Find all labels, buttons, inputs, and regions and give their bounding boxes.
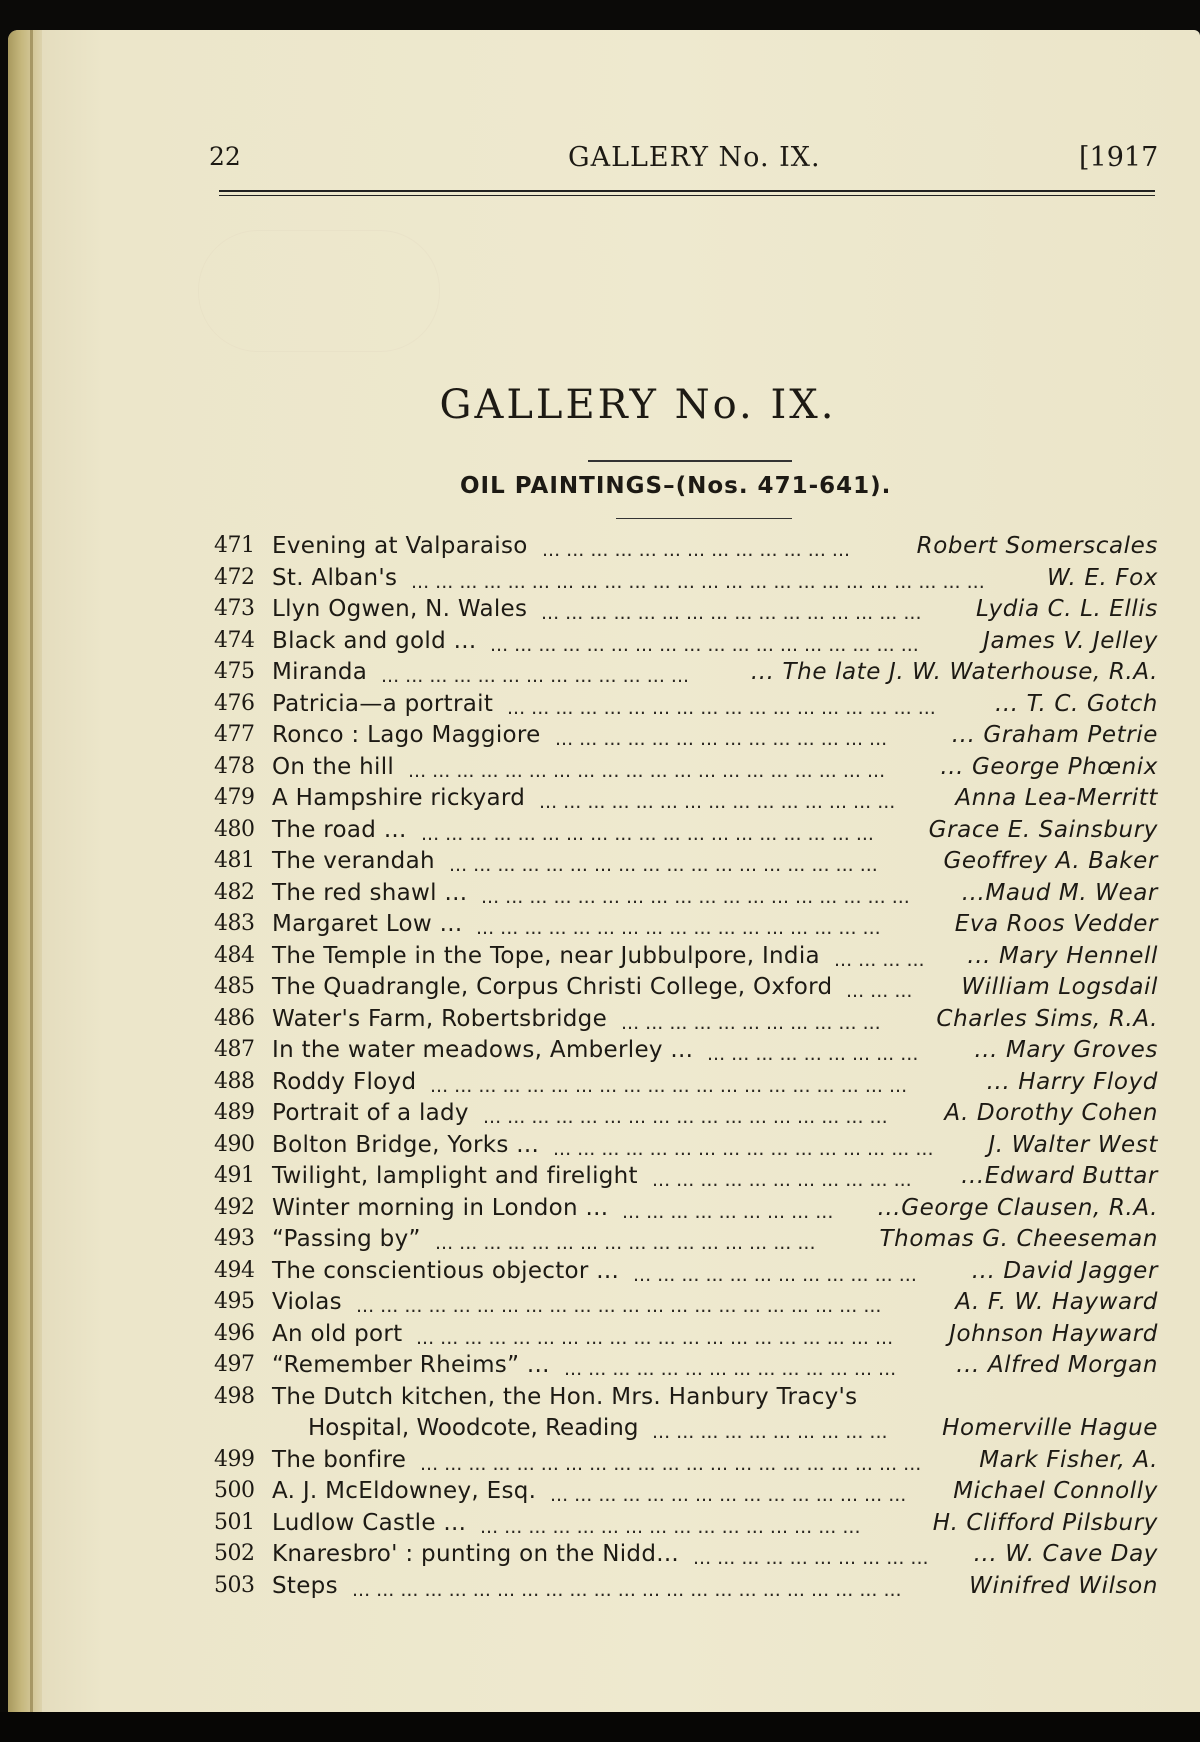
catalogue-entry (8, 1352, 1200, 1383)
leader-dots: ... ... ... ... ... ... ... ... ... ... ... ... ... ... ... ... (480, 1515, 861, 1538)
entry-title: Violas (272, 1289, 342, 1315)
entry-artist: Grace E. Sainsbury (928, 816, 1158, 843)
entry-title: Winter morning in London ... (272, 1194, 609, 1221)
entry-number: 482 (214, 879, 255, 905)
entry-artist: Michael Connolly (953, 1478, 1158, 1504)
entry-title: Margaret Low ... (272, 911, 463, 937)
entry-artist: ... Graham Petrie (951, 722, 1158, 748)
entry-artist: Charles Sims, R.A. (936, 1005, 1158, 1032)
catalogue-entry (8, 659, 1200, 690)
entry-number: 473 (214, 596, 255, 621)
catalogue-entry (8, 785, 1200, 816)
entry-artist: ... The late J. W. Waterhouse, R.A. (750, 659, 1158, 685)
background-edge (0, 1712, 1200, 1742)
leader-dots: ... ... ... ... ... ... ... ... ... ... ... ... ... ... ... ... ... ... (449, 854, 878, 876)
catalogue-entry (8, 1384, 1200, 1415)
subtitle-rule (616, 518, 792, 519)
entry-artist: ...George Clausen, R.A. (877, 1194, 1158, 1221)
entry-number: 488 (214, 1068, 255, 1094)
entry-number: 481 (214, 848, 255, 873)
entry-number: 484 (214, 942, 255, 968)
entry-artist: Eva Roos Vedder (954, 911, 1158, 937)
leader-dots: ... ... ... ... ... ... ... ... ... ... ... ... ... ... (564, 1358, 897, 1380)
catalogue-entry (8, 1510, 1200, 1541)
gallery-heading: GALLERY No. IX. (439, 382, 837, 428)
leader-dots: ... ... ... ... ... ... ... ... ... ... ... (621, 1011, 881, 1034)
entry-number: 496 (214, 1320, 255, 1346)
entry-artist: Lydia C. L. Ellis (975, 596, 1158, 622)
entry-artist: ... Mary Groves (974, 1037, 1158, 1063)
entry-artist: ...Maud M. Wear (961, 879, 1158, 906)
leader-dots: ... ... ... ... ... ... ... ... ... ... ... ... ... ... ... ... ... ... ... (421, 822, 874, 845)
entry-artist: ... Alfred Morgan (956, 1352, 1158, 1378)
catalogue-entry (8, 722, 1200, 753)
catalogue-entry (8, 1069, 1200, 1100)
entry-number: 485 (214, 974, 255, 999)
leader-dots: ... ... ... ... ... ... ... ... ... ... (652, 1421, 888, 1443)
leader-dots: ... ... ... ... ... ... ... ... ... ... ... ... ... ... ... ... ... ... ... ... ... ... (356, 1295, 882, 1317)
catalogue-entry (8, 974, 1200, 1005)
catalogue-entry (8, 691, 1200, 722)
leader-dots: ... ... ... ... ... ... ... ... ... ... ... ... ... ... ... ... ... ... ... ... ... ... ... (352, 1578, 902, 1601)
entry-title: Portrait of a lady (272, 1100, 469, 1126)
catalogue-entry (8, 565, 1200, 596)
catalogue-entry (8, 1100, 1200, 1131)
entry-number: 492 (214, 1194, 255, 1220)
entry-number: 474 (214, 627, 255, 653)
leader-dots: ... ... ... ... ... ... ... ... ... (622, 1200, 834, 1223)
entry-number: 501 (214, 1509, 255, 1535)
entry-artist: W. E. Fox (1047, 564, 1158, 591)
entry-number: 493 (214, 1226, 255, 1251)
entry-title: The Temple in the Tope, near Jubbulpore, India (272, 942, 820, 969)
entry-title: St. Alban's (272, 564, 398, 591)
entry-artist: Johnson Hayward (949, 1320, 1158, 1347)
entry-title: Steps (272, 1572, 338, 1599)
entry-title: Knaresbro' : punting on the Nidd... (272, 1541, 680, 1567)
entry-number: 478 (214, 753, 255, 779)
entry-artist: Mark Fisher, A. (979, 1446, 1158, 1473)
leader-dots: ... ... ... ... ... ... ... ... ... ... (693, 1547, 929, 1569)
leader-dots: ... ... ... ... ... ... ... ... ... ... ... ... ... ... ... ... (435, 1232, 816, 1254)
entry-artist: ... Mary Hennell (967, 942, 1158, 969)
entry-artist: ... George Phœnix (940, 753, 1158, 780)
entry-title: The Dutch kitchen, the Hon. Mrs. Hanbury Tracy's (272, 1383, 858, 1410)
leader-dots: ... ... ... ... ... ... ... ... ... ... ... ... ... ... ... ... ... ... ... ... (430, 1074, 908, 1097)
entry-number: 495 (214, 1289, 255, 1314)
section-subtitle: OIL PAINTINGS–(Nos. 471-641). (460, 473, 892, 499)
catalogue-entry (8, 1258, 1200, 1289)
header-rule-thin (219, 195, 1155, 196)
entry-number: 471 (214, 533, 255, 558)
entry-title: “Passing by” (272, 1226, 421, 1252)
entry-artist: Thomas G. Cheeseman (879, 1226, 1158, 1252)
entry-artist: A. F. W. Hayward (955, 1289, 1158, 1315)
entry-number: 503 (214, 1572, 255, 1598)
leader-dots: ... ... ... ... ... ... ... ... ... ... ... ... ... ... ... (550, 1484, 907, 1506)
entry-title: The conscientious objector ... (272, 1257, 620, 1284)
entry-artist: J. Walter West (988, 1131, 1158, 1158)
catalogue-entry (8, 1226, 1200, 1257)
entry-title-continued: Hospital, Woodcote, Reading (308, 1415, 639, 1441)
entry-number: 477 (214, 722, 255, 747)
entry-title: A. J. McEldowney, Esq. (272, 1478, 537, 1504)
leader-dots: ... ... ... ... ... ... ... ... ... ... ... ... ... ... ... ... ... (483, 1106, 888, 1128)
entry-title: Ludlow Castle ... (272, 1509, 467, 1536)
entry-artist: ...Edward Buttar (961, 1163, 1158, 1189)
show-through-mark (198, 230, 440, 352)
leader-dots: ... ... ... ... ... ... ... ... ... ... ... ... ... ... ... ... ... (476, 917, 881, 939)
entry-artist: James V. Jelley (983, 627, 1158, 654)
catalogue-entry (8, 911, 1200, 942)
leader-dots: ... ... ... ... ... ... ... ... ... ... ... ... ... ... ... ... ... ... (481, 885, 910, 908)
leader-dots: ... ... ... ... ... ... ... ... ... ... ... ... ... ... ... ... (541, 602, 922, 624)
catalogue-entry (8, 1478, 1200, 1509)
entry-artist: ... T. C. Gotch (994, 690, 1158, 717)
leader-dots: ... ... ... ... ... ... ... ... ... ... ... ... ... (542, 539, 851, 561)
entry-number: 483 (214, 911, 255, 936)
entry-artist: ... David Jagger (971, 1257, 1158, 1284)
entry-artist: ... W. Cave Day (973, 1541, 1158, 1567)
entry-number: 499 (214, 1446, 255, 1472)
catalogue-entry (8, 817, 1200, 848)
entry-title: “Remember Rheims” ... (272, 1352, 550, 1378)
leader-dots: ... ... ... ... ... ... ... ... ... ... ... ... ... ... ... ... ... ... ... ... (408, 759, 886, 782)
catalogue-entry (8, 1573, 1200, 1604)
catalogue-page (8, 30, 1200, 1712)
catalogue-entry-continued (8, 1415, 1200, 1446)
entry-number: 479 (214, 785, 255, 810)
entry-number: 502 (214, 1541, 255, 1566)
entry-title: On the hill (272, 753, 395, 780)
entry-artist: Winifred Wilson (969, 1572, 1158, 1599)
catalogue-entry (8, 628, 1200, 659)
entry-title: An old port (272, 1320, 403, 1347)
entry-title: The road ... (272, 816, 407, 843)
entry-title: Llyn Ogwen, N. Wales (272, 596, 528, 622)
catalogue-entry (8, 1541, 1200, 1572)
leader-dots: ... ... ... ... ... ... ... ... ... ... ... ... (633, 1263, 917, 1286)
leader-dots: ... ... ... ... ... ... ... ... ... ... ... ... ... ... ... (539, 791, 896, 813)
catalogue-entry (8, 943, 1200, 974)
running-head-title: GALLERY No. IX. (568, 142, 821, 173)
leader-dots: ... ... ... ... (834, 948, 925, 971)
catalogue-entry (8, 754, 1200, 785)
entry-title: Roddy Floyd (272, 1068, 417, 1095)
catalogue-entry (8, 1132, 1200, 1163)
entry-title: Water's Farm, Robertsbridge (272, 1005, 608, 1032)
entry-number: 498 (214, 1383, 255, 1409)
entry-artist: Anna Lea-Merritt (955, 785, 1158, 811)
heading-rule (588, 460, 792, 462)
catalogue-entry (8, 1006, 1200, 1037)
leader-dots: ... ... ... ... ... ... ... ... ... ... ... ... ... ... ... ... ... ... (490, 633, 919, 656)
entry-title: Twilight, lamplight and firelight (272, 1163, 638, 1189)
leader-dots: ... ... ... ... ... ... ... ... ... ... ... ... ... ... ... ... (553, 1137, 934, 1160)
entry-number: 487 (214, 1037, 255, 1062)
entry-number: 486 (214, 1005, 255, 1031)
page-number: 22 (209, 142, 241, 171)
entry-artist: A. Dorothy Cohen (944, 1100, 1158, 1126)
catalogue-entry (8, 1037, 1200, 1068)
entry-artist: William Logsdail (961, 974, 1158, 1000)
entry-number: 494 (214, 1257, 255, 1283)
entry-title: The bonfire (272, 1446, 407, 1473)
entry-artist: ... Harry Floyd (986, 1068, 1158, 1095)
entry-number: 489 (214, 1100, 255, 1125)
catalogue-entry (8, 596, 1200, 627)
entry-title: The red shawl ... (272, 879, 468, 906)
catalogue-entry (8, 1321, 1200, 1352)
entry-number: 491 (214, 1163, 255, 1188)
leader-dots: ... ... ... ... ... ... ... ... ... ... ... ... ... ... ... ... ... ... ... ... ... (420, 1452, 922, 1475)
leader-dots: ... ... ... ... ... ... ... ... ... (707, 1043, 919, 1065)
entry-artist: H. Clifford Pilsbury (932, 1509, 1158, 1536)
catalogue-entry (8, 1447, 1200, 1478)
entry-artist: Homerville Hague (942, 1415, 1158, 1441)
entry-number: 480 (214, 816, 255, 842)
leader-dots: ... ... ... ... ... ... ... ... ... ... ... ... ... ... ... ... ... ... (507, 696, 936, 719)
entry-title: A Hampshire rickyard (272, 785, 526, 811)
catalogue-entry (8, 533, 1200, 564)
entry-number: 476 (214, 690, 255, 716)
leader-dots: ... ... ... ... ... ... ... ... ... ... ... (652, 1169, 912, 1191)
catalogue-entry (8, 1195, 1200, 1226)
entry-artist: Robert Somerscales (916, 533, 1158, 559)
catalogue-entry (8, 848, 1200, 879)
header-rule (219, 190, 1155, 192)
entry-number: 500 (214, 1478, 255, 1503)
entry-title: Bolton Bridge, Yorks ... (272, 1131, 540, 1158)
entry-title: Patricia—a portrait (272, 690, 494, 717)
entry-title: Black and gold ... (272, 627, 477, 654)
catalogue-entry (8, 1163, 1200, 1194)
leader-dots: ... ... ... ... ... ... ... ... ... ... ... ... ... ... ... ... ... ... ... ... (416, 1326, 894, 1349)
entry-title: Ronco : Lago Maggiore (272, 722, 541, 748)
entry-number: 475 (214, 659, 255, 684)
entry-title: Miranda (272, 659, 368, 685)
catalogue-entry (8, 880, 1200, 911)
running-head-year: [1917 (1079, 142, 1159, 173)
entry-number: 497 (214, 1352, 255, 1377)
leader-dots: ... ... ... ... ... ... ... ... ... ... ... ... ... ... (555, 728, 888, 750)
catalogue-entry (8, 1289, 1200, 1320)
entry-number: 472 (214, 564, 255, 590)
entry-title: In the water meadows, Amberley ... (272, 1037, 694, 1063)
leader-dots: ... ... ... ... ... ... ... ... ... ... ... ... ... (381, 665, 690, 687)
entry-number: 490 (214, 1131, 255, 1157)
leader-dots: ... ... ... ... ... ... ... ... ... ... ... ... ... ... ... ... ... ... ... ... ... ... ... ... (411, 570, 985, 593)
entry-title: The verandah (272, 848, 435, 874)
entry-title: The Quadrangle, Corpus Christi College, Oxford (272, 974, 833, 1000)
leader-dots: ... ... ... (846, 980, 913, 1002)
entry-artist: Geoffrey A. Baker (943, 848, 1158, 874)
entry-title: Evening at Valparaiso (272, 533, 528, 559)
